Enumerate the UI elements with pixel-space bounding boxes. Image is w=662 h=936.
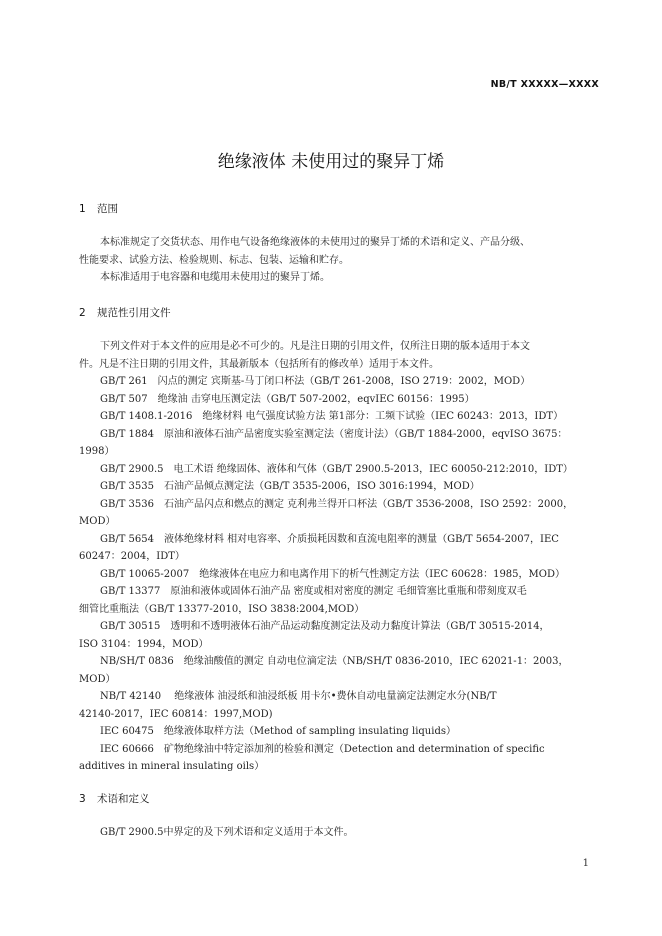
scope-paragraph-1-line-2: 性能要求、试验方法、检验规则、标志、包装、运输和贮存。 <box>79 254 349 266</box>
reference-continuation-line: additives in mineral insulating oils） <box>79 761 265 772</box>
reference-item <box>79 618 599 653</box>
reference-line: GB/T 2900.5 电工术语 绝缘固体、液体和气体（GB/T 2900.5-2013，IEC 60050-212:2010，IDT） <box>100 463 573 475</box>
reference-item <box>79 408 599 426</box>
normative-references-text <box>79 338 599 776</box>
reference-continuation-line: 42140-2017，IEC 60814：1997,MOD) <box>79 708 273 720</box>
reference-continuation-line: ISO 3104：1994，MOD） <box>79 638 209 650</box>
normative-intro-line-2: 件。凡是不注日期的引用文件，其最新版本（包括所有的修改单）适用于本文件。 <box>79 358 439 370</box>
reference-item <box>79 531 599 566</box>
reference-item <box>79 373 599 391</box>
reference-line: GB/T 1884 原油和液体石油产品密度实验室测定法（密度计法）（GB/T 1884-2000，eqvISO 3675： <box>100 428 568 440</box>
normative-intro-line-1: 下列文件对于本文件的应用是必不可少的。凡是注日期的引用文件，仅所注日期的版本适用于本文 <box>100 341 530 352</box>
reference-line: GB/T 5654 液体绝缘材料 相对电容率、介质损耗因数和直流电阻率的测量（GB/T 5654-2007，IEC <box>100 533 559 545</box>
document-title: 绝缘液体 未使用过的聚异丁烯 <box>217 152 445 172</box>
section-heading-scope <box>79 201 118 216</box>
reference-line: GB/T 10065-2007 绝缘液体在电应力和电离作用下的析气性测定方法（IEC 60628：1985，MOD） <box>100 568 565 580</box>
reference-continuation-line: 1998） <box>79 446 115 457</box>
reference-line: GB/T 30515 透明和不透明液体石油产品运动黏度测定法及动力黏度计算法（GB/T 30515-2014， <box>100 621 550 632</box>
reference-line: NB/T 42140 绝缘液体 油浸纸和油浸纸板 用卡尔•费休自动电量滴定法测定水分(NB/T <box>100 691 497 702</box>
section-number: 3 <box>79 793 86 805</box>
reference-continuation-line: 细管比重瓶法（GB/T 13377-2010，ISO 3838:2004,MOD） <box>79 603 365 615</box>
scope-paragraph-1-line-1: 本标准规定了交货状态、用作电气设备绝缘液体的未使用过的聚异丁烯的术语和定义、产品分级、 <box>100 237 530 248</box>
reference-continuation-line: 60247：2004，IDT） <box>79 551 185 562</box>
reference-item <box>79 741 599 776</box>
reference-line: GB/T 1408.1-2016 绝缘材料 电气强度试验方法 第1部分：工频下试验（IEC 60243：2013，IDT） <box>100 411 564 422</box>
page-number: 1 <box>582 858 589 869</box>
section-number: 1 <box>79 203 86 215</box>
section-title: 范围 <box>97 203 118 215</box>
reference-item <box>79 688 599 723</box>
reference-item <box>79 583 599 618</box>
reference-item <box>79 426 599 461</box>
reference-line: GB/T 507 绝缘油 击穿电压测定法（GB/T 507-2002，eqvIEC 60156：1995） <box>100 393 475 405</box>
terms-text <box>79 824 599 842</box>
scope-text <box>79 234 599 287</box>
terms-intro: GB/T 2900.5中界定的及下列术语和定义适用于本文件。 <box>100 827 354 838</box>
reference-line: GB/T 13377 原油和液体或固体石油产品 密度或相对密度的测定 毛细管塞比重瓶和带刻度双毛 <box>100 586 527 597</box>
reference-item <box>79 566 599 584</box>
section-heading-terms <box>79 791 150 806</box>
scope-paragraph-2: 本标准适用于电容器和电缆用未使用过的聚异丁烯。 <box>100 272 330 283</box>
reference-line: IEC 60475 绝缘液体取样方法（Method of sampling insulating liquids） <box>100 726 456 737</box>
reference-item <box>79 478 599 496</box>
reference-item <box>79 461 599 479</box>
section-number: 2 <box>79 307 86 319</box>
reference-line: GB/T 3535 石油产品倾点测定法（GB/T 3535-2006，ISO 3016:1994，MOD） <box>100 481 480 492</box>
reference-item <box>79 653 599 688</box>
section-heading-normative-references <box>79 305 171 320</box>
reference-line: GB/T 3536 石油产品闪点和燃点的测定 克利弗兰得开口杯法（GB/T 3536-2008，ISO 2592：2000， <box>100 498 574 510</box>
reference-continuation-line: MOD） <box>79 516 116 527</box>
section-title: 术语和定义 <box>97 793 150 805</box>
standard-number: NB/T XXXXX—XXXX <box>490 79 599 90</box>
reference-line: GB/T 261 闪点的测定 宾斯基-马丁闭口杯法（GB/T 261-2008，ISO 2719：2002，MOD） <box>100 376 531 387</box>
section-title: 规范性引用文件 <box>97 307 171 319</box>
reference-item <box>79 723 599 741</box>
reference-line: NB/SH/T 0836 绝缘油酸值的测定 自动电位滴定法（NB/SH/T 0836-2010，IEC 62021-1：2003， <box>100 656 569 667</box>
reference-list <box>79 373 599 776</box>
reference-item <box>79 496 599 531</box>
reference-item <box>79 391 599 409</box>
reference-continuation-line: MOD） <box>79 673 116 685</box>
reference-line: IEC 60666 矿物绝缘油中特定添加剂的检验和测定（Detection and determination of specific <box>100 743 545 755</box>
